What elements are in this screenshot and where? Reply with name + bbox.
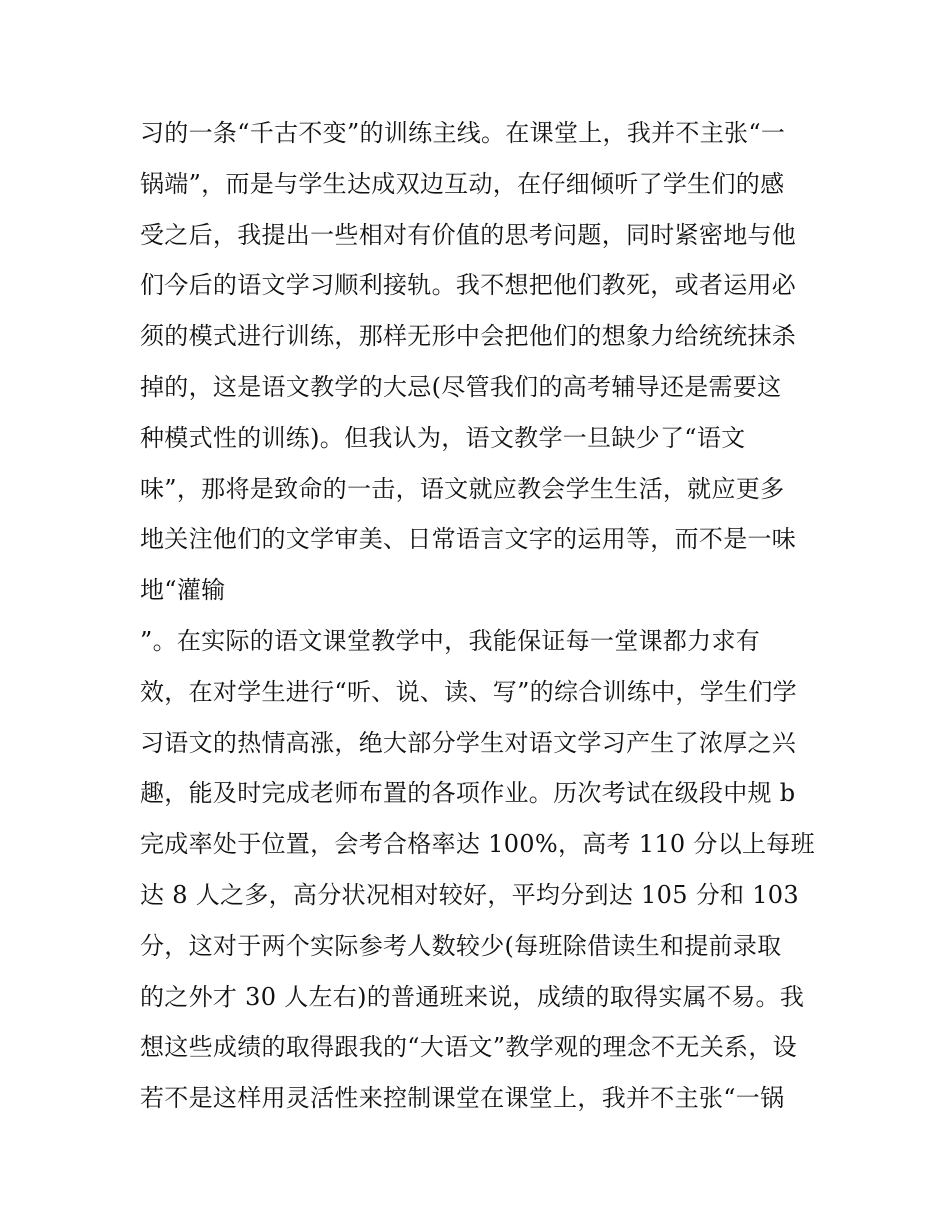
text-line: 效，在对学生进行“听、说、读、写”的综合训练中，学生们学 [140,677,797,706]
body-text [140,108,830,1124]
text-line: 地关注他们的文学审美、日常语言文字的运用等，而不是一味 [140,525,797,554]
text-line: 若不是这样用灵活性来控制课堂在课堂上，我并不主张“一锅 [140,1084,785,1113]
text-line: 习语文的热情高涨，绝大部分学生对语文学习产生了浓厚之兴 [140,728,797,757]
text-line: 趣，能及时完成老师布置的各项作业。历次考试在级段中规 b [140,779,796,808]
text-line: 习的一条“千古不变”的训练主线。在课堂上，我并不主张“一 [140,119,786,147]
text-line: 想这些成绩的取得跟我的“大语文”教学观的理念不无关系，设 [140,1033,797,1062]
text-line: 味”，那将是致命的一击，语文就应教会学生生活，就应更多 [140,474,785,503]
text-line: 地“灌输 [140,576,226,605]
text-line: 种模式性的训练)。但我认为，语文教学一旦缺少了“语文 [140,423,746,452]
text-line: 完成率处于位置，会考合格率达 100%，高考 110 分以上每班 [140,830,815,859]
text-line: 受之后，我提出一些相对有价值的思考问题，同时紧密地与他 [140,220,797,249]
text-line: 锅端”，而是与学生达成双边互动，在仔细倾听了学生们的感 [140,169,785,198]
text-line: ”。在实际的语文课堂教学中，我能保证每一堂课都力求有 [140,626,761,655]
text-line: 掉的，这是语文教学的大忌(尽管我们的高考辅导还是需要这 [140,372,782,401]
text-line: 达 8 人之多，高分状况相对较好，平均分到达 105 分和 103 [140,880,799,909]
text-line: 分，这对于两个实际参考人数较少(每班除借读生和提前录取 [140,931,782,960]
text-line: 的之外才 30 人左右)的普通班来说，成绩的取得实属不易。我 [140,982,805,1011]
text-line: 须的模式进行训练，那样无形中会把他们的想象力给统统抹杀 [140,322,797,351]
text-line: 们今后的语文学习顺利接轨。我不想把他们教死，或者运用必 [140,271,797,300]
